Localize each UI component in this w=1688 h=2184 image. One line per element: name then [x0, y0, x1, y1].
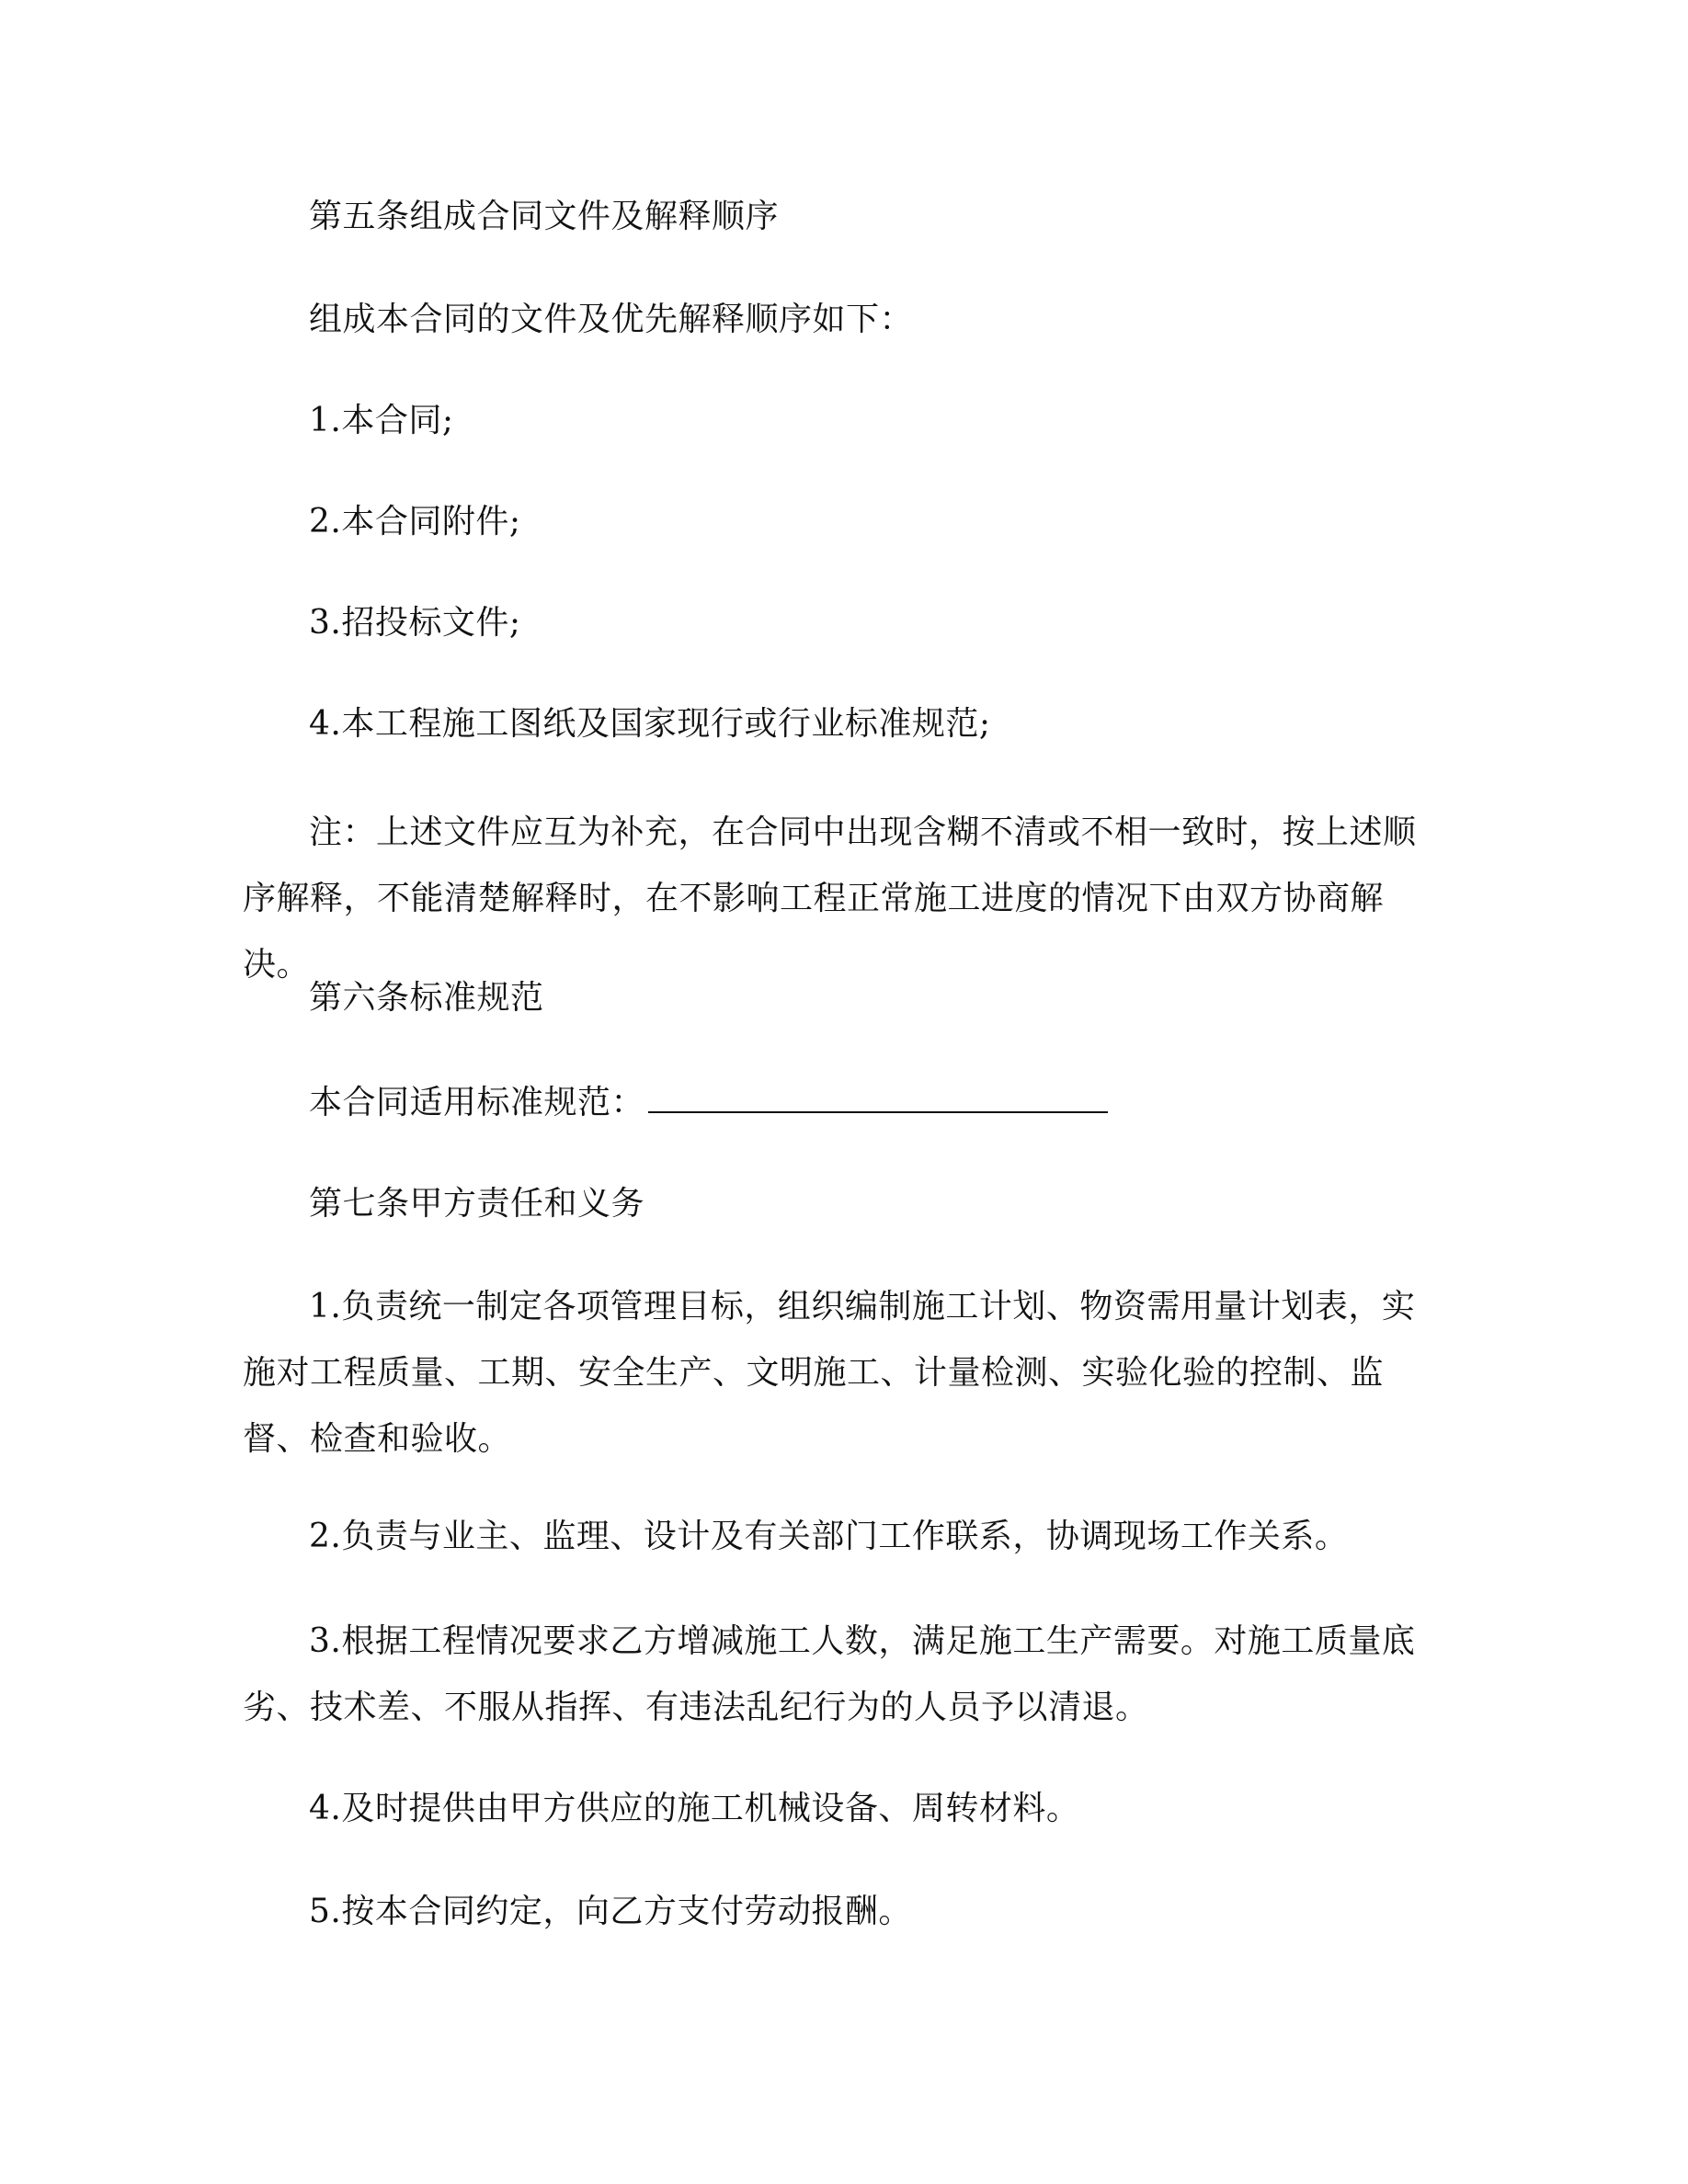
article5-item-2: 2.本合同附件;	[309, 503, 521, 540]
article7-item-2: 2.负责与业主、监理、设计及有关部门工作联系，协调现场工作关系。	[309, 1518, 1349, 1555]
article7-item-5: 5.按本合同约定，向乙方支付劳动报酬。	[309, 1893, 912, 1930]
article6-standards-label: 本合同适用标准规范：	[309, 1084, 645, 1121]
article6-heading: 第六条标准规范	[309, 979, 544, 1017]
article5-heading: 第五条组成合同文件及解释顺序	[309, 198, 780, 235]
article5-item-4: 4.本工程施工图纸及国家现行或行业标准规范;	[309, 705, 991, 743]
standards-blank-line	[648, 1084, 1108, 1113]
article5-intro: 组成本合同的文件及优先解释顺序如下：	[309, 301, 914, 338]
article5-item-3: 3.招投标文件;	[309, 604, 521, 642]
article7-item-1: 1.负责统一制定各项管理目标，组织编制施工计划、物资需用量计划表，实施对工程质量、工期、安全生产、文明施工、计量检测、实验化验的控制、监督、检查和验收。	[243, 1288, 1416, 1458]
article7-item-3: 3.根据工程情况要求乙方增减施工人数，满足施工生产需要。对施工质量底劣、技术差、不服从指挥、有违法乱纪行为的人员予以清退。	[243, 1622, 1416, 1726]
article7-item-4: 4.及时提供由甲方供应的施工机械设备、周转材料。	[309, 1790, 1080, 1827]
article5-note: 注：上述文件应互为补充，在合同中出现含糊不清或不相一致时，按上述顺序解释，不能清楚解释时，在不影响工程正常施工进度的情况下由双方协商解决。	[243, 813, 1417, 984]
article7-heading: 第七条甲方责任和义务	[309, 1185, 645, 1223]
article5-item-1: 1.本合同;	[309, 402, 454, 439]
article6-standards-line	[243, 1070, 1445, 1136]
